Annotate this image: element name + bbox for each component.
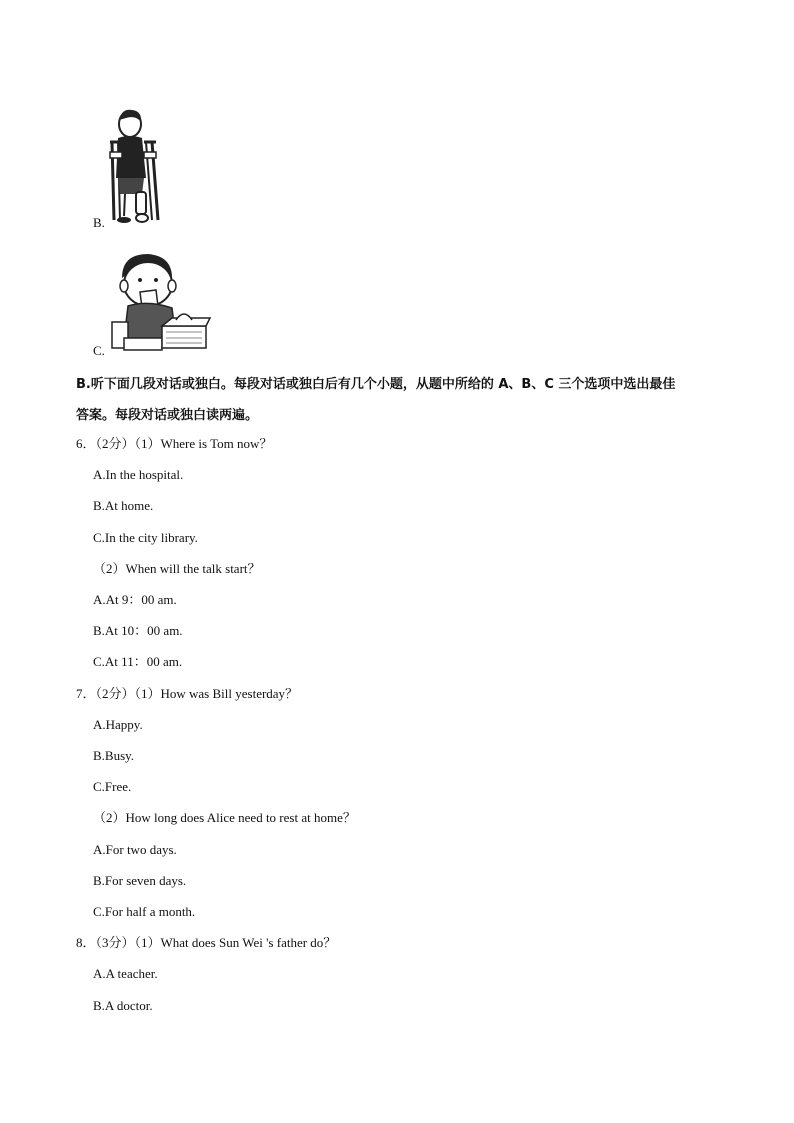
- q6-2-option-a[interactable]: A.At 9：00 am.: [93, 592, 177, 607]
- picture-option-c[interactable]: [106, 248, 214, 354]
- q7-option-a[interactable]: A.Happy.: [93, 717, 143, 732]
- picture-option-b-label: B.: [93, 215, 105, 230]
- q8-option-b[interactable]: B.A doctor.: [93, 998, 153, 1013]
- q6-sub-question-2: （2）When will the talk start？: [93, 561, 261, 576]
- q7-2-option-a[interactable]: A.For two days.: [93, 842, 177, 857]
- q8-option-a[interactable]: A.A teacher.: [93, 966, 158, 981]
- q7-2-option-b[interactable]: B.For seven days.: [93, 873, 187, 888]
- q6-2-option-b[interactable]: B.At 10：00 am.: [93, 623, 183, 638]
- q7-sub-question-2: （2）How long does Alice need to rest at home？: [93, 810, 356, 825]
- q7-2-option-c[interactable]: C.For half a month.: [93, 904, 196, 919]
- section-instruction-line1: B.听下面几段对话或独白。每段对话或独白后有几个小题，从题中所给的 A、B、C 三个选项中选出最佳: [76, 377, 676, 392]
- q7-option-c[interactable]: C.Free.: [93, 779, 132, 794]
- q6-heading: 6．（2分）（1）Where is Tom now？: [76, 436, 273, 451]
- picture-option-b[interactable]: [92, 106, 182, 230]
- section-instruction-line2: 答案。每段对话或独白读两遍。: [76, 408, 259, 423]
- q6-option-b[interactable]: B.At home.: [93, 498, 154, 513]
- q6-option-a[interactable]: A.In the hospital.: [93, 467, 184, 482]
- boy-with-tissue-icon: [106, 248, 214, 354]
- picture-option-c-label: C.: [93, 343, 105, 358]
- q6-2-option-c[interactable]: C.At 11：00 am.: [93, 654, 183, 669]
- boy-on-crutches-icon: [92, 106, 182, 230]
- q7-heading: 7．（2分）（1）How was Bill yesterday？: [76, 686, 299, 701]
- q7-option-b[interactable]: B.Busy.: [93, 748, 135, 763]
- q8-heading: 8．（3分）（1）What does Sun Wei 's father do？: [76, 935, 337, 950]
- q6-option-c[interactable]: C.In the city library.: [93, 530, 198, 545]
